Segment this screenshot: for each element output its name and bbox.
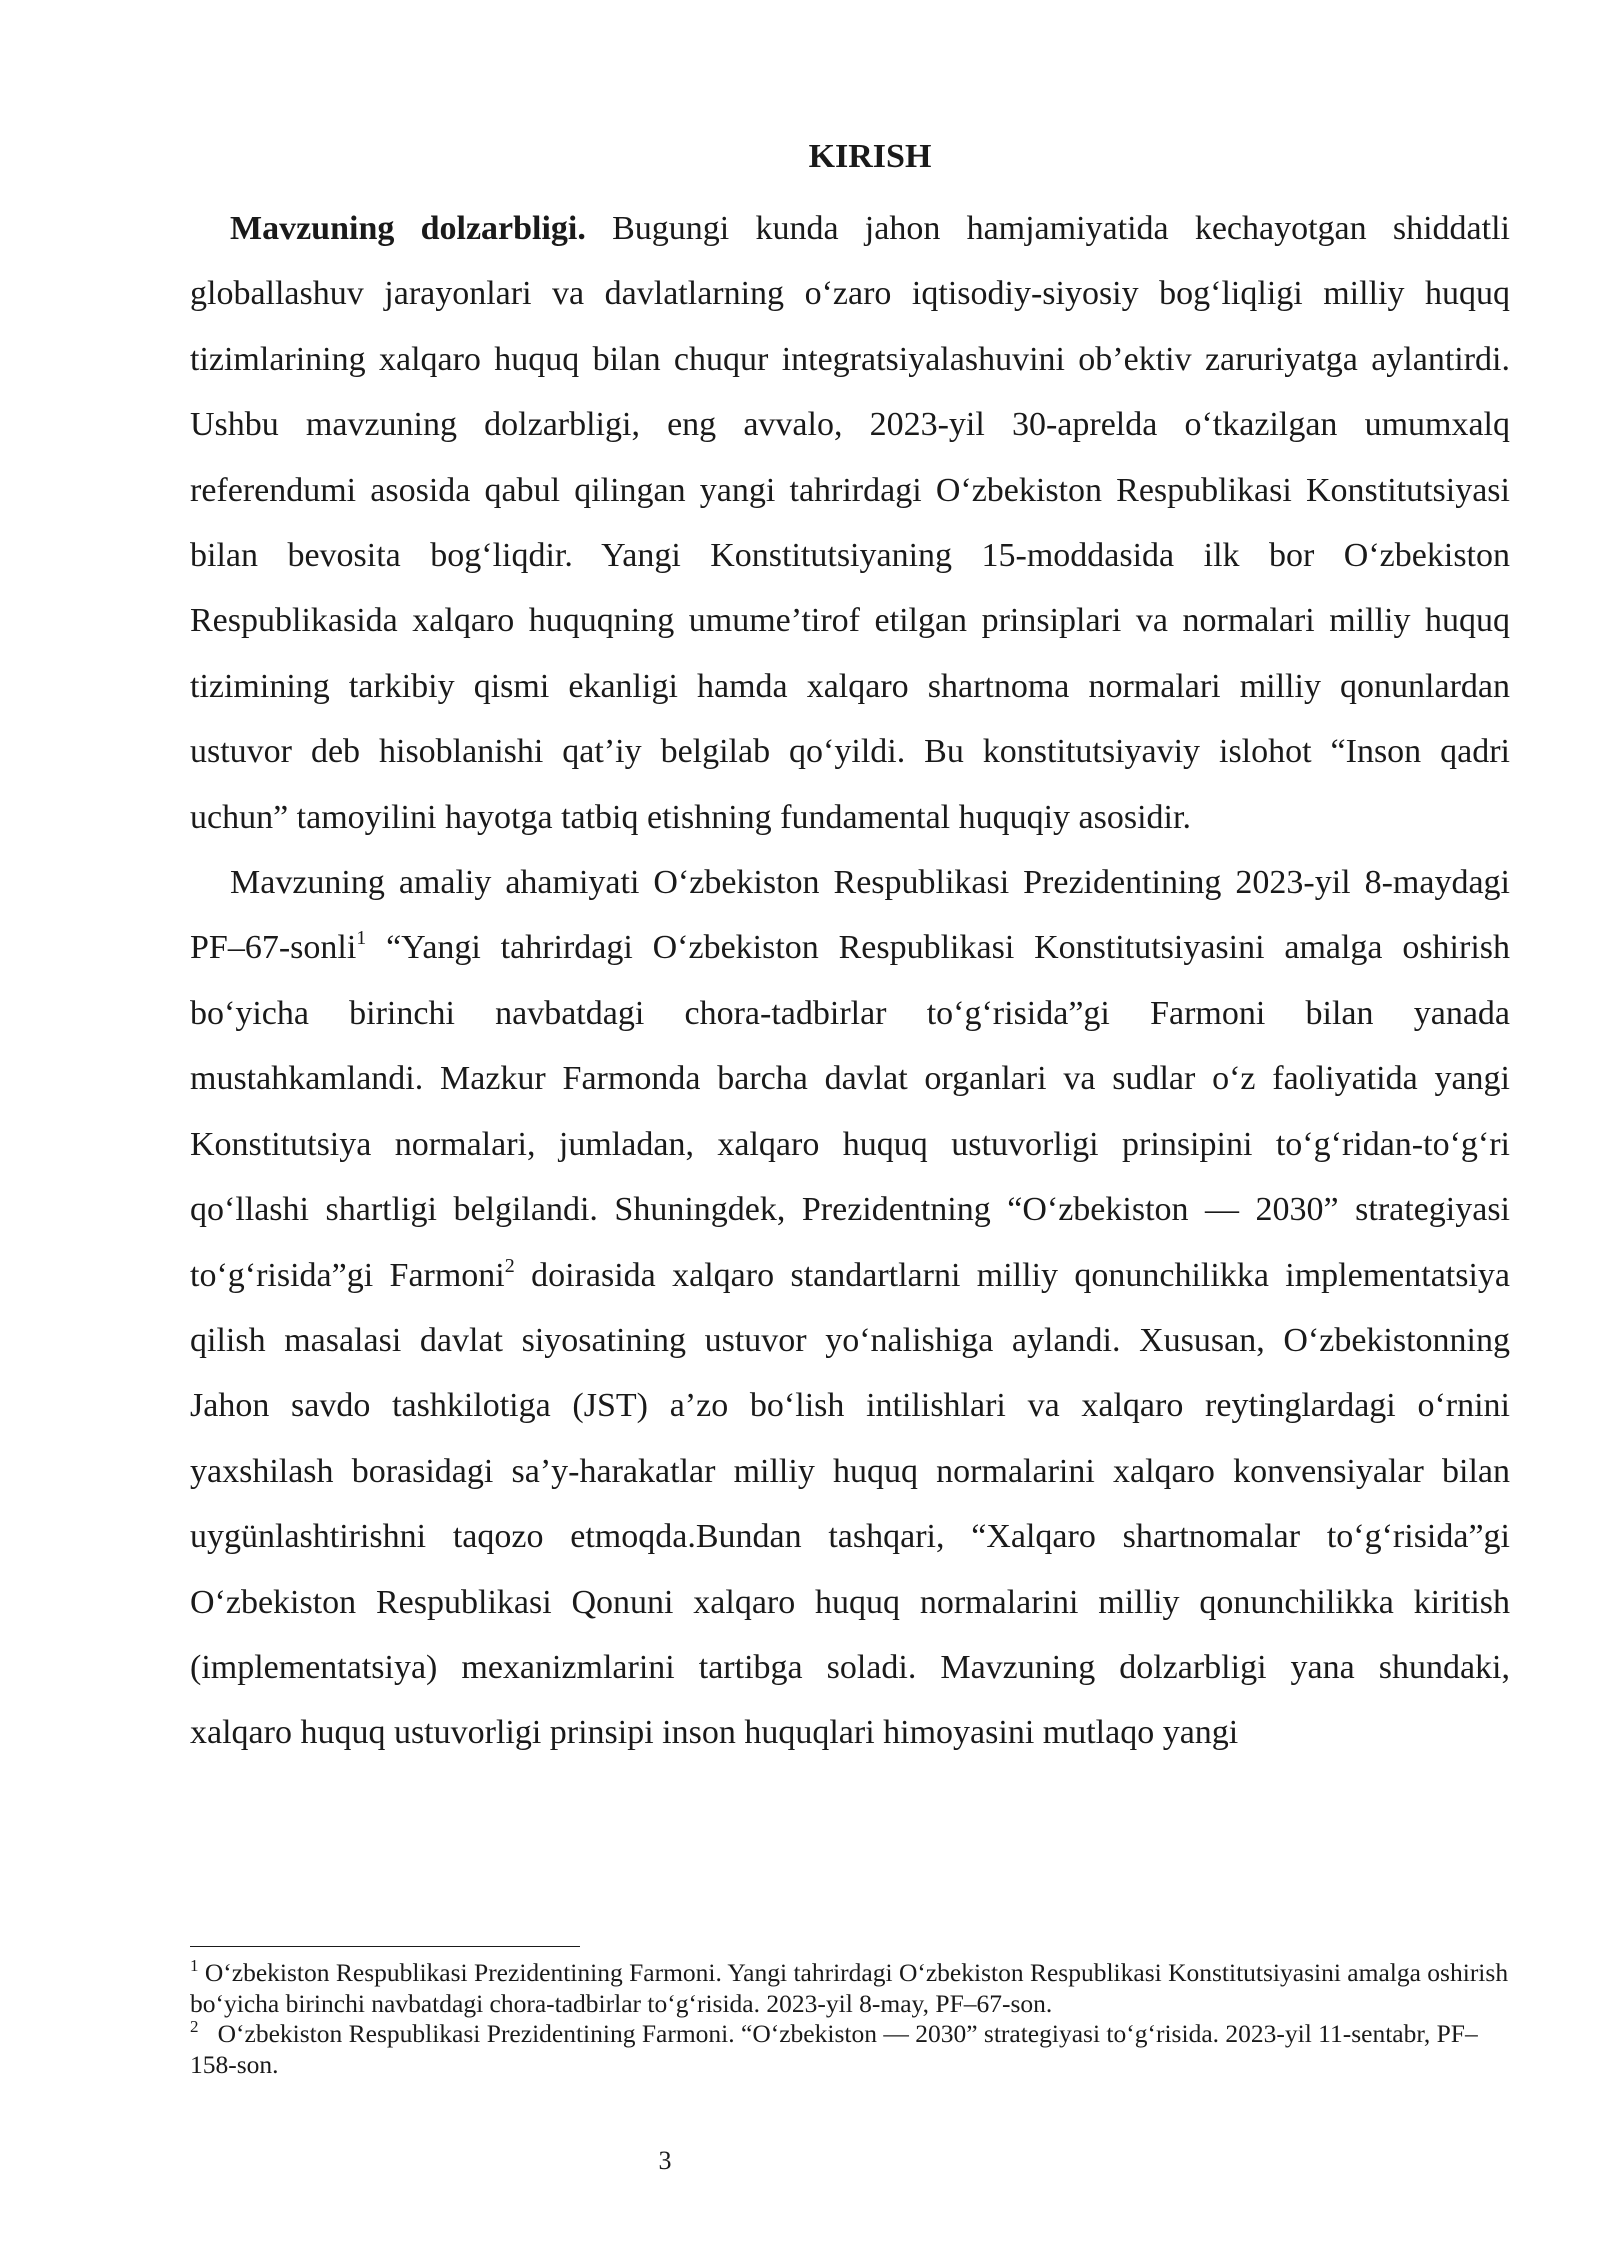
footnote-text-2: O‘zbekiston Respublikasi Prezidentining Farmoni. “O‘zbekiston — 2030” strategiyasi to‘g‘risida. 2023-yil 11-sentabr, PF–158-son. bbox=[190, 2019, 1478, 2079]
footnote-separator bbox=[190, 1946, 580, 1947]
footnote-mark-1: 1 bbox=[190, 1956, 199, 1975]
footnote-mark-2: 2 bbox=[190, 2017, 199, 2036]
footnote-text-1: O‘zbekiston Respublikasi Prezidentining Farmoni. Yangi tahrirdagi O‘zbekiston Respublikasi Konstitutsiyasini amalga oshirish bo‘yicha birinchi navbatdagi chora-tadbirlar to‘g‘risida. 2023-yil 8-may, PF–67-son. bbox=[190, 1958, 1509, 2018]
paragraph-text-part3: doirasida xalqaro standartlarni milliy qonunchilikka implementatsiya qilish masalasi davlat siyosatining ustuvor yo‘nalishiga aylandi. Xususan, O‘zbekistonning Jahon savdo tashkilotiga (JST) a’zo bo‘lish intilishlari va xalqaro reytinglardagi o‘rnini yaxshilash borasidagi sa’y-harakatlar milliy huquq normalarini xalqaro konvensiyalar bilan uygünlashtirishni taqozo etmoqda.Bundan tashqari, “Xalqaro shartnomalar to‘g‘risida”gi O‘zbekiston Respublikasi Qonuni xalqaro huquq normalarini milliy qonunchilikka kiritish (implementatsiya) mexanizmlarini tartibga soladi. Mavzuning dolzarbligi yana shundaki, xalqaro huquq ustuvorligi prinsipi inson huquqlari himoyasini mutlaqo yangi bbox=[190, 1256, 1510, 1752]
footnotes bbox=[190, 1958, 1510, 2080]
paragraph-relevance bbox=[190, 196, 1510, 850]
paragraph-lead: Mavzuning dolzarbligi. bbox=[230, 210, 586, 247]
page-number: 3 bbox=[658, 2146, 672, 2175]
body-text bbox=[190, 196, 1510, 1766]
footnote-reference-2[interactable]: 2 bbox=[504, 1254, 515, 1277]
paragraph-text: Bugungi kunda jahon hamjamiyatida kechayotgan shiddatli globallashuv jarayonlari va davlatlarning o‘zaro iqtisodiy-siyosiy bog‘liqligi milliy huquq tizimlarining xalqaro huquq bilan chuqur integratsiyalashuvini ob’ektiv zaruriyatga aylantirdi. Ushbu mavzuning dolzarbligi, eng avvalo, 2023-yil 30-aprelda o‘tkazilgan umumxalq referendumi asosida qabul qilingan yangi tahrirdagi O‘zbekiston Respublikasi Konstitutsiyasi bilan bevosita bog‘liqdir. Yangi Konstitutsiyaning 15-moddasida ilk bor O‘zbekiston Respublikasida xalqaro huquqning umume’tirof etilgan prinsiplari va normalari milliy huquq tizimining tarkibiy qismi ekanligi hamda xalqaro shartnoma normalari milliy qonunlardan ustuvor deb hisoblanishi qat’iy belgilab qo‘yildi. Bu konstitutsiyaviy islohot “Inson qadri uchun” tamoyilini hayotga tatbiq etishning fundamental huquqiy asosidir. bbox=[190, 210, 1510, 836]
paragraph-text-part1: Mavzuning amaliy ahamiyati O‘zbekiston Respublikasi Prezidentining 2023-yil 8-maydagi PF–67-sonli bbox=[190, 864, 1510, 967]
footnote-1 bbox=[190, 1958, 1510, 2019]
paragraph-text-part2: “Yangi tahrirdagi O‘zbekiston Respublikasi Konstitutsiyasini amalga oshirish bo‘yicha birinchi navbatdagi chora-tadbirlar to‘g‘risida”gi Farmoni bilan yanada mustahkamlandi. Mazkur Farmonda barcha davlat organlari va sudlar o‘z faoliyatida yangi Konstitutsiya normalari, jumladan, xalqaro huquq ustuvorligi prinsipini to‘g‘ridan-to‘g‘ri qo‘llashi shartligi belgilandi. Shuningdek, Prezidentning “O‘zbekiston — 2030” strategiyasi to‘g‘risida”gi Farmoni bbox=[190, 929, 1510, 1294]
paragraph-practical-significance bbox=[190, 850, 1510, 1766]
footnote-2 bbox=[190, 2019, 1510, 2080]
footnote-reference-1[interactable]: 1 bbox=[356, 927, 367, 950]
page-title: KIRISH bbox=[808, 138, 932, 175]
